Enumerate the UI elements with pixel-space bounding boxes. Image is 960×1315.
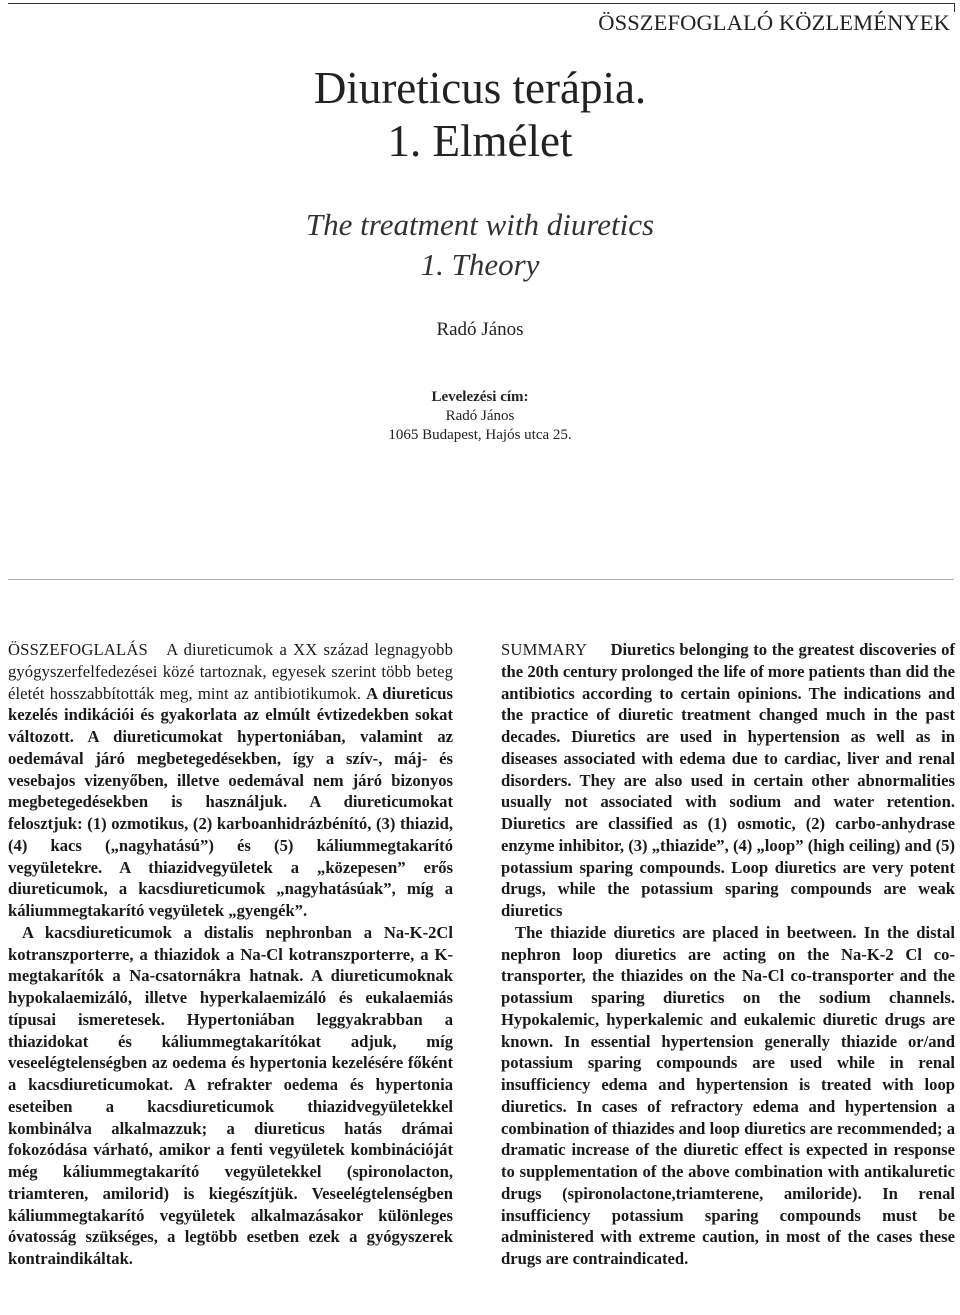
top-rule-end: [954, 3, 955, 12]
author-name: Radó János: [436, 319, 524, 340]
abstract-hu-paragraph-1: [8, 639, 453, 922]
abstract-en-paragraph-1: [501, 639, 955, 922]
article-title-line2: 1. Elmélet: [387, 116, 573, 166]
abstract-en-lead: Diuretics belonging to the greatest discoveries of the 20th century prolonged the life of more patients than did the antibiotics according to certain opinions. The indications and the practice of diuretic treatment changed much in the past decades. Diuretics are used in hypertension as well as in diseases associated with edema due to cardiac, liver and renal disorders. They are also used in certain other abnormalities usually not associated with sodium and water retention. Diuretics are classified as (1) osmotic, (2) carbo-anhydrase enzyme inhibitor, (3) „thiazide”, (4) „loop” (high ceiling) and (5) potassium sparing compounds. Loop diuretics are very potent drugs, while the potassium sparing compounds are weak diuretics: [501, 640, 955, 920]
section-label: ÖSSZEFOGLALÓ KÖZLEMÉNYEK: [598, 10, 950, 35]
abstract-english: [501, 639, 955, 1270]
abstract-en-heading: SUMMARY: [501, 640, 588, 659]
top-rule: [8, 3, 954, 4]
abstract-hu-body: A diureticus kezelés indikációi és gyakorlata az elmúlt évtizedekben sokat változott. A diureticumokat hypertoniában, valamint az oedemával járó megbetegedésekben, így a szív-, máj- és vesebajos vizenyőben, illetve oedemával nem járó bizonyos megbetegedésekben is használjuk. A diureticumokat felosztjuk: (1) ozmotikus, (2) karboanhidrázbénító, (3) thiazid, (4) kacs („nagyhatású”) és (5) káliummegtakarító vegyületekre. A thiazidvegyületek a „közepesen” erős diureticumok, a kacsdiureticumok „nagyhatásúak”, míg a káliummegtakarító vegyületek „gyengék”.: [8, 683, 453, 920]
abstract-hu-paragraph-2: [8, 922, 453, 1270]
abstract-hu-para2: A kacsdiureticumok a distalis nephronban a Na-K-2Cl kotranszporterre, a thiazidok a Na-Cl kotranszporterre, a K-megtakarítók a Na-csatornákra hatnak. A diureticumoknak hypokalaemizáló, illetve hyperkalaemizáló és eukalaemiás típusai ismeretesek. Hypertoniában leggyakrabban a thiazidokat és káliummegtakarítókat adjuk, míg veseelégtelenségben az oedema és hypertonia kezelésére főként a kacsdiureticumokat. A refrakter oedema és hypertonia eseteiben a kacsdiureticumok thiazidvegyületekkel kombinálva alkalmazzuk; a diureticus hatás drámai fokozódása várható, amikor a fenti vegyületek kombinációját még káliummegtakarító vegyületekkel (spironolacton, triamteren, amilorid) is kiegészítjük. Veseelégtelenségben káliummegtakarító vegyületek alkalmazásakor különleges óvatosság szükséges, a legtöbb esetben ezek a gyógyszerek kontraindikáltak.: [8, 922, 453, 1268]
correspondence-label: Levelezési cím:: [431, 389, 529, 405]
abstract-hu-heading: ÖSSZEFOGLALÁS: [8, 640, 148, 659]
article-title-line1: Diureticus terápia.: [313, 63, 647, 113]
abstract-en-paragraph-2: [501, 922, 955, 1270]
correspondence-block: [0, 388, 960, 445]
english-title-line1: The treatment with diuretics: [305, 207, 655, 242]
english-title-line2: 1. Theory: [420, 247, 540, 282]
abstract-en-para2: The thiazide diuretics are placed in beetween. In the distal nephron loop diuretics are acting on the Na-K-2 Cl co-transporter, the thiazides on the Na-Cl co-transporter and the potassium sparing diuretics on the sodium channels. Hypokalemic, hyperkalemic and eukalemic diuretic drugs are known. In essential hypertension generally thiazide or/and potassium sparing compounds are used while in renal insufficiency edema and hypertension is treated with loop diuretics. In cases of refractory edema and hypertension a combination of thiazides and loop diuretics are recommended; a dramatic increase of the diuretic effect is expected in response to supplementation of the above combination with antikaluretic drugs (spironolactone,triamterene, amiloride). In renal insufficiency potassium sparing compounds must be administered with extreme caution, in most of the cases these drugs are contraindicated.: [501, 922, 955, 1268]
correspondence-address: 1065 Budapest, Hajós utca 25.: [388, 427, 572, 443]
abstract-hungarian: [8, 639, 453, 1270]
abstract-hu-lead: A diureticumok a XX század legnagyobb gyógyszerfelfedezései közé tartoznak, egyesek szerint több beteg életét hosszabbították meg, mint az antibiotikumok.: [8, 640, 453, 703]
correspondence-name: Radó János: [445, 408, 515, 424]
section-divider: [8, 579, 954, 580]
